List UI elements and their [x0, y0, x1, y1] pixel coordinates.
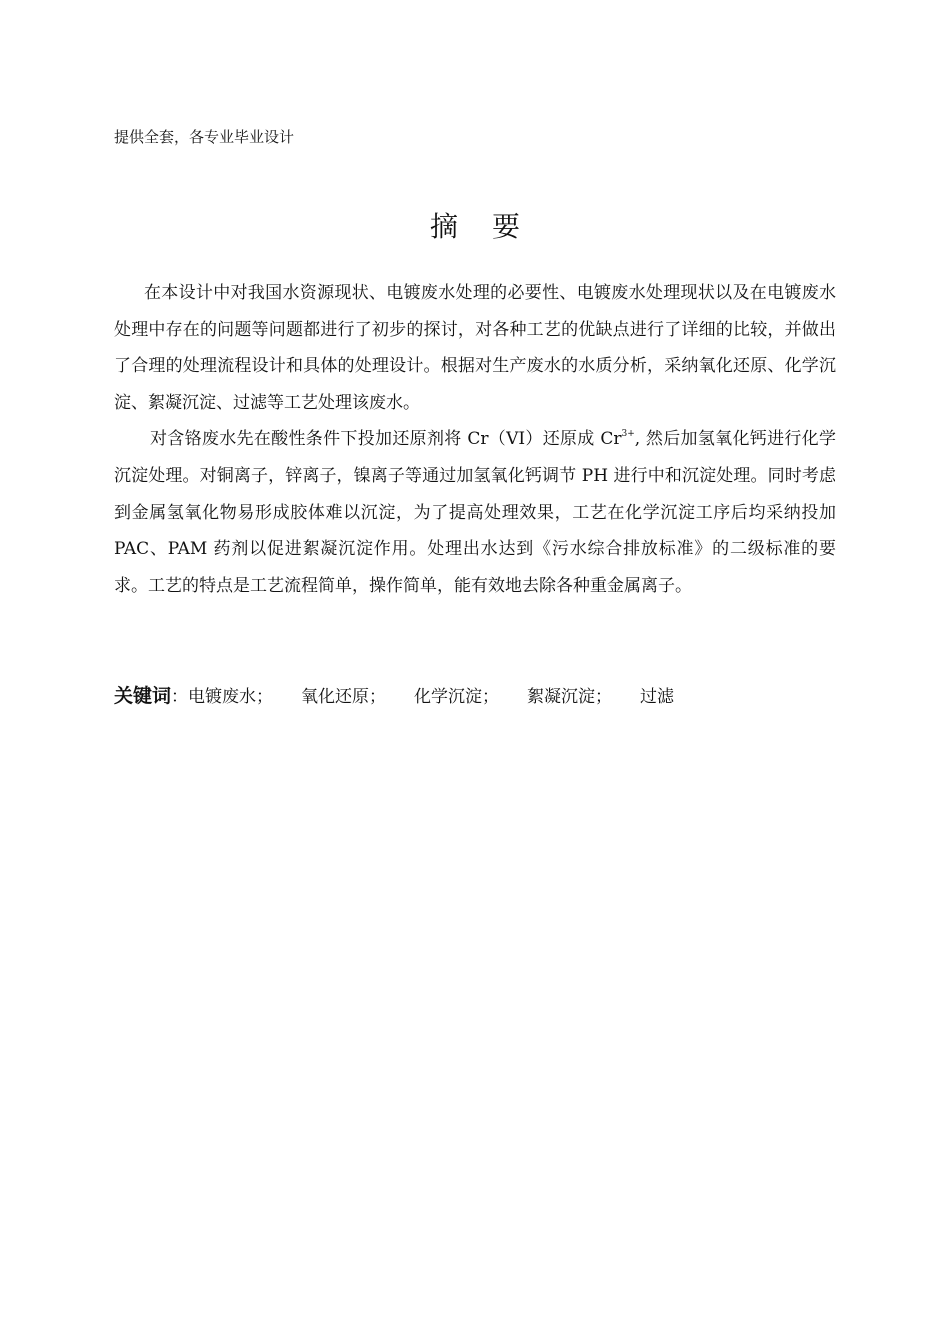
keywords-colon: ：: [171, 687, 189, 707]
keyword-item: 过滤: [640, 687, 675, 707]
abstract-body: [114, 275, 836, 604]
keywords-line: [114, 680, 674, 713]
abstract-paragraph-1: 在本设计中对我国水资源现状、电镀废水处理的必要性、电镀废水处理现状以及在电镀废水处理中存在的问题等问题都进行了初步的探讨，对各种工艺的优缺点进行了详细的比较，并做出了合理的处理流程设计和具体的处理设计。根据对生产废水的水质分析，采纳氧化还原、化学沉淀、絮凝沉淀、过滤等工艺处理该废水。: [114, 283, 836, 413]
abstract-title: 摘要: [429, 209, 554, 243]
abstract-paragraph-2: [114, 421, 836, 604]
paragraph-2-text-end: , 然后加氢氧化钙进行化学沉淀处理。对铜离子，锌离子，镍离子等通过加氢氧化钙调节 PH 进行中和沉淀处理。同时考虑到金属氢氧化物易形成胶体难以沉淀，为了提高处理效果，工艺在化学沉淀工序后均采纳投加 PAC、PAM 药剂以促进絮凝沉淀作用。处理出水达到《污水综合排放标准》的二级标准的要求。工艺的特点是工艺流程简单，操作简单，能有效地去除各种重金属离子。: [114, 429, 836, 596]
keyword-item: 氧化还原；: [301, 687, 387, 707]
keywords-label: 关键词: [114, 685, 172, 707]
keyword-item: 化学沉淀；: [414, 687, 500, 707]
chromium-charge-superscript: 3+: [621, 429, 635, 440]
header-note: 提供全套，各专业毕业设计: [114, 128, 295, 146]
paragraph-2-text-start: 对含铬废水先在酸性条件下投加还原剂将 Cr（VI）还原成 Cr: [150, 429, 622, 450]
keyword-item: 电镀废水；: [188, 687, 274, 707]
keyword-item: 絮凝沉淀；: [527, 687, 613, 707]
